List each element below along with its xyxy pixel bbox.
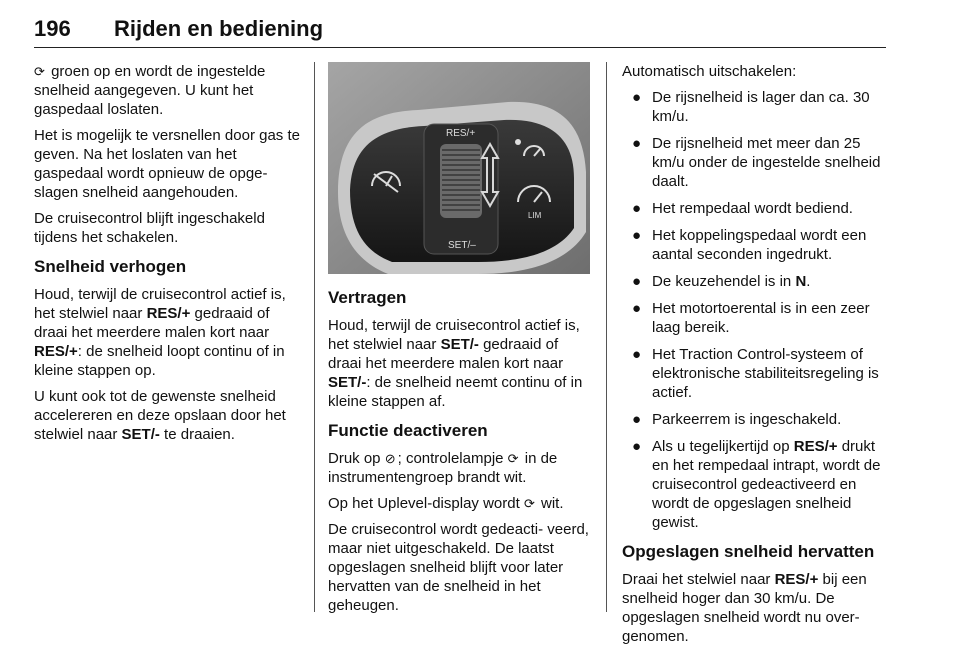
paragraph: Druk op ⊘ ; controlelampje ⟳ in de instrumentengroep brandt wit. — [328, 450, 558, 486]
paragraph: Op het Uplevel-display wordt ⟳ wit. — [328, 495, 564, 512]
list-item: ● Het motortoerental is in een zeer laag bereik. — [632, 300, 870, 336]
steering-wheel-controls-photo — [328, 62, 590, 274]
set-label: SET/– — [448, 240, 476, 251]
cruise-control-icon: ⟳ — [507, 451, 519, 466]
list-item: ● Parkeerrem is ingeschakeld. — [632, 411, 842, 428]
section-heading: Snelheid verhogen — [34, 257, 187, 276]
paragraph: De cruisecontrol blijft ingeschakeld tijdens het schakelen. — [34, 210, 265, 246]
list-item: ● Als u tegelijkertijd op RES/+ drukt en het rempedaal intrapt, wordt de cruisecontrol gedeactiveerd en wordt de opgeslagen snelheid gewist. — [632, 438, 881, 531]
list-item: ● Het Traction Control-systeem of elektronische stabiliteitsregeling is actief. — [632, 346, 879, 401]
column-divider — [314, 62, 315, 612]
svg-text:LIM: LIM — [528, 211, 542, 220]
bullet-list — [622, 88, 888, 532]
column-middle — [328, 62, 590, 622]
cruise-control-icon: ⟳ — [34, 64, 45, 79]
paragraph: Houd, terwijl de cruisecontrol actief is, het stelwiel naar RES/+ gedraaid of draai het meerdere malen kort naar RES/+: de snelheid loopt continu of in kleine stappen op. — [34, 286, 286, 379]
paragraph: De cruisecontrol wordt gedeacti- veerd, maar niet uitgeschakeld. De laatst opgeslagen snelheid blijft voor later hervatten van de snelheid in het geheugen. — [328, 521, 589, 614]
cruise-control-icon: ⟳ — [523, 496, 535, 511]
header-rule — [34, 47, 886, 48]
column-left — [34, 62, 300, 451]
paragraph: Draai het stelwiel naar RES/+ bij een snelheid hoger dan 30 km/u. De opgeslagen snelheid wordt nu over- genomen. — [622, 571, 867, 645]
list-item: ● De rijsnelheid met meer dan 25 km/u onder de ingestelde snelheid daalt. — [632, 135, 881, 190]
paragraph: Automatisch uitschakelen: — [622, 63, 797, 80]
list-item: ● De keuzehendel is in N. — [632, 273, 811, 290]
list-item: ● De rijsnelheid is lager dan ca. 30 km/u. — [632, 89, 870, 125]
page-number: 196 — [34, 16, 71, 41]
page-title: Rijden en bediening — [114, 16, 324, 41]
section-heading: Vertragen — [328, 288, 407, 307]
cruise-cancel-icon: ⊘ — [384, 451, 396, 466]
list-item: ● Het koppelingspedaal wordt een aantal seconden ingedrukt. — [632, 227, 867, 263]
section-heading: Functie deactiveren — [328, 421, 488, 440]
paragraph: Houd, terwijl de cruisecontrol actief is, het stelwiel naar SET/- gedraaid of draai het meerdere malen kort naar SET/-: de snelheid neemt continu of in kleine stappen af. — [328, 317, 583, 410]
paragraph: ⟳ groen op en wordt de ingestelde snelheid aangegeven. U kunt het gaspedaal loslaten. — [34, 63, 266, 118]
section-heading: Opgeslagen snelheid hervatten — [622, 542, 875, 561]
page-header — [34, 16, 886, 46]
column-right — [622, 62, 888, 653]
list-item: ● Het rempedaal wordt bediend. — [632, 200, 853, 217]
paragraph: U kunt ook tot de gewenste snelheid accelereren en deze opslaan door het stelwiel naar SET/- te draaien. — [34, 388, 286, 443]
res-label: RES/+ — [446, 128, 476, 139]
paragraph: Het is mogelijk te versnellen door gas te geven. Na het loslaten van het gaspedaal wordt opnieuw de opge- slagen snelheid aangehouden. — [34, 127, 300, 201]
column-divider — [606, 62, 607, 612]
